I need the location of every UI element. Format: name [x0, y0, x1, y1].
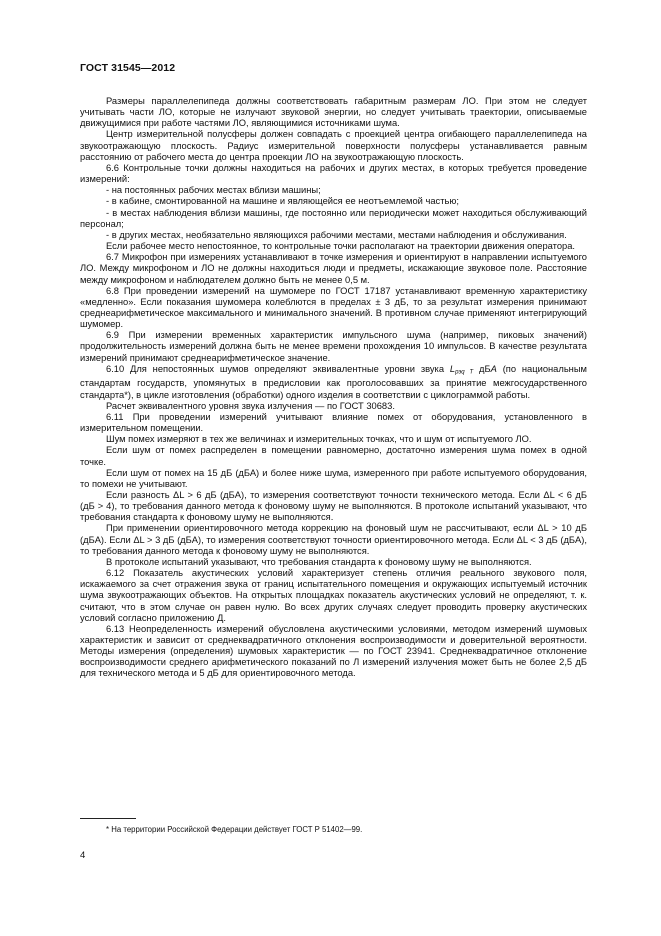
- paragraph-6-11: 6.11 При проведении измерений учитывают влияние помех от оборудования, установленного в измерительном помещении.: [80, 411, 587, 434]
- paragraph-15db: Если шум от помех на 15 дБ (дБА) и более ниже шума, измеренного при работе испытуемого оборудования, то помехи не учитывают.: [80, 467, 587, 489]
- paragraph-6-10: [80, 364, 587, 401]
- page-header: ГОСТ 31545—2012: [80, 62, 176, 74]
- footnote-divider: [80, 818, 136, 819]
- p610-unit: дБ: [473, 363, 491, 374]
- paragraph-hemisphere-center: Центр измерительной полусферы должен совпадать с проекцией центра огибающего параллелепипеда на звукоотражающую плоскость. Радиус измерительной поверхности полусферы устанавливается равным расстоянию от рабочего места до центра проекции ЛО на звукоотражающую плоскость.: [80, 129, 587, 162]
- footnote: * На территории Российской Федерации действует ГОСТ Р 51402—99.: [106, 825, 363, 834]
- paragraph-noise-measure: Шум помех измеряют в тех же величинах и измерительных точках, что и шум от испытуемого ЛО.: [106, 434, 532, 445]
- list-item-other-places: - в других местах, необязательно являющихся рабочими местами, местами наблюдения и обслуживания.: [106, 229, 567, 240]
- level-subscript: рэq T: [455, 369, 474, 376]
- paragraph-protocol: В протоколе испытаний указывают, что требования стандарта к фоновому шуму не выполняются.: [106, 556, 532, 567]
- paragraph-6-12: 6.12 Показатель акустических условий характеризует степень отличия реального звукового поля, искажаемого за счет отражения звука от границ испытательного помещения и окружающих испытуемый источник шума звукоотражающих объектов. На открытых площадках показатель акустических условий не определяют, т. к. считают, что в этом случае он равен нулю. Во всех других случаях следует проводить проверку акустических условий согласно приложению Д.: [80, 568, 587, 623]
- page-number: 4: [80, 850, 86, 861]
- list-item-permanent-places: - на постоянных рабочих местах вблизи машины;: [106, 185, 321, 196]
- list-item-cabin: - в кабине, смонтированной на машине и являющейся ее неотъемлемой частью;: [106, 196, 459, 207]
- p610-unit-a: А: [490, 363, 497, 374]
- level-symbol: L: [449, 363, 456, 374]
- body-text: [80, 96, 587, 680]
- paragraph-approximate-method: При применении ориентировочного метода коррекцию на фоновый шум не рассчитывают, если ΔL > 10 дБ (дБA). Если ΔL > 3 дБ (дБA), то измерения соответствуют точности ориентировочного метода. Если ΔL < 3 дБ (дБA), то требования данного метода к фоновому шуму не выполняются.: [80, 523, 587, 556]
- list-item-observation-places: - в местах наблюдения вблизи машины, где постоянно или периодически может находиться обслуживающий персонал;: [80, 207, 587, 229]
- paragraph-6-8: 6.8 При проведении измерений на шумомере по ГОСТ 17187 устанавливают временную характеристику «медленно». Если показания шумомера колеблются в пределах ± 3 дБ, то за результат измерения принимают среднеарифметическое максимального и минимального значений. В противном случае применяют интегрирующий шумомер.: [80, 285, 587, 330]
- paragraph-calculation: Расчет эквивалентного уровня звука излучения — по ГОСТ 30683.: [106, 400, 395, 411]
- p610-text-c: (по национальным стандартам государств, упомянутых в предисловии как проголосовавших за принятие межгосударственного стандарта*), в цикле изготовления (обработки) одного изделия в соответствии с циклограммой работы.: [80, 363, 587, 400]
- paragraph-uniform-noise: Если шум от помех распределен в помещении равномерно, достаточно измерения шума помех в одной точке.: [80, 445, 587, 467]
- paragraph-6-9: 6.9 При измерении временных характеристик импульсного шума (например, пиковых значений) продолжительность измерений должна быть не менее времени прохождения 10 импульсов. В качестве результата измерений принимают среднеарифметическое значение.: [80, 330, 587, 363]
- paragraph-dimensions: Размеры параллелепипеда должны соответствовать габаритным размерам ЛО. При этом не следует учитывать части ЛО, которые не излучают звуковой энергии, но следует учитывать траектории, описываемые движущимися при работе частями ЛО, являющимися источниками шума.: [80, 96, 587, 129]
- paragraph-difference: Если разность ΔL > 6 дБ (дБA), то измерения соответствуют точности технического метода. Если ΔL < 6 дБ (дБ > 4), то требования данного метода к фоновому шуму не выполняются. В протоколе испытаний указывают, что требования стандарта к фоновому шуму не выполняются.: [80, 489, 587, 523]
- paragraph-6-7: 6.7 Микрофон при измерениях устанавливают в точке измерения и ориентируют в направлении испытуемого ЛО. Между микрофоном и ЛО не должны находиться люди и предметы, искажающие звуковое поле. Расстояние между микрофоном и наблюдателем должно быть не менее 0,5 м.: [80, 252, 587, 285]
- paragraph-non-permanent-place: Если рабочее место непостоянное, то контрольные точки располагают на траектории движения оператора.: [106, 241, 576, 252]
- paragraph-6-6: 6.6 Контрольные точки должны находиться на рабочих и других местах, в которых требуется проведение измерений:: [80, 162, 587, 185]
- paragraph-6-13: 6.13 Неопределенность измерений обусловлена акустическими условиями, методом измерений шумовых характеристик и зависит от среднеквадратичного отклонения воспроизводимости и доверительной вероятности. Методы измерения (определения) шумовых характеристик — по ГОСТ 23941. Среднеквадратичное отклонение воспроизводимости среднего арифметического показаний по Л измерений излучения может быть не более 2,5 дБ для технического метода и 5 дБ для ориентировочного метода.: [80, 623, 587, 679]
- p610-text-a: 6.10 Для непостоянных шумов определяют эквивалентные уровни звука: [106, 363, 450, 374]
